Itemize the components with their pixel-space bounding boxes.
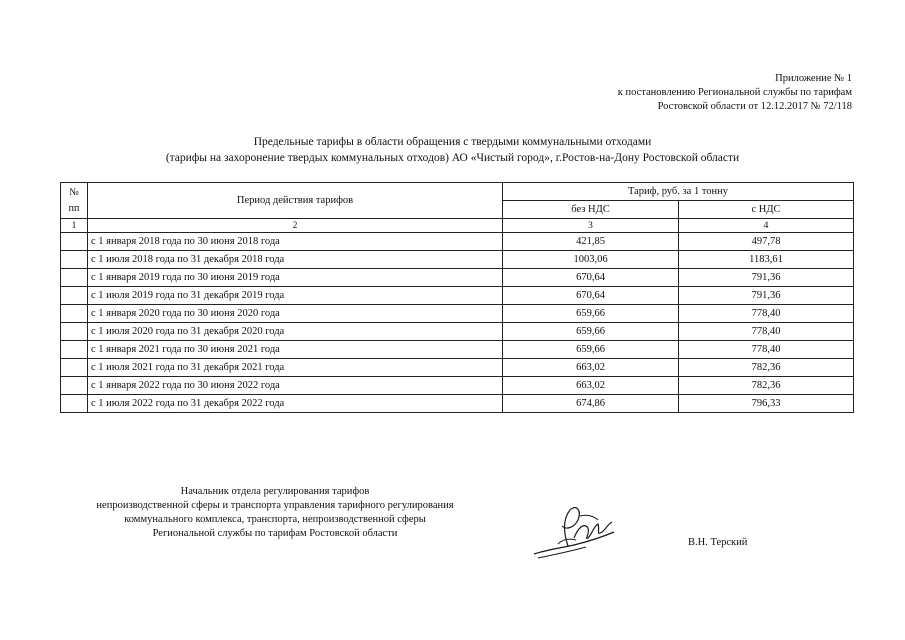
header-num-abbr: пп: [68, 202, 80, 214]
column-index: 4: [679, 219, 854, 233]
tariff-table-body: [61, 233, 854, 413]
tariff-no-vat-cell: 659,66: [503, 341, 679, 359]
header-num: [61, 183, 88, 219]
period-cell: с 1 июля 2018 года по 31 декабря 2018 года: [88, 251, 503, 269]
position-line-4: Региональной службы по тарифам Ростовской области: [152, 528, 398, 539]
tariff-with-vat-cell: 796,33: [679, 395, 854, 413]
appendix-line-1: Приложение № 1: [775, 73, 852, 84]
tariff-with-vat-cell: 497,78: [679, 233, 854, 251]
period-cell: с 1 января 2020 года по 30 июня 2020 года: [88, 305, 503, 323]
tariff-with-vat-cell: 1183,61: [679, 251, 854, 269]
period-cell: с 1 января 2019 года по 30 июня 2019 года: [88, 269, 503, 287]
period-cell: с 1 июля 2019 года по 31 декабря 2019 года: [88, 287, 503, 305]
tariff-no-vat-cell: 659,66: [503, 323, 679, 341]
header-tariff: Тариф, руб. за 1 тонну: [503, 183, 854, 201]
period-cell: с 1 июля 2020 года по 31 декабря 2020 года: [88, 323, 503, 341]
tariff-no-vat-cell: 663,02: [503, 359, 679, 377]
tariff-no-vat-cell: 1003,06: [503, 251, 679, 269]
row-num-cell: [61, 305, 88, 323]
row-num-cell: [61, 287, 88, 305]
header-with-vat: с НДС: [679, 201, 854, 219]
header-no-vat: без НДС: [503, 201, 679, 219]
period-cell: с 1 января 2018 года по 30 июня 2018 года: [88, 233, 503, 251]
column-index: 1: [61, 219, 88, 233]
tariff-table: [60, 182, 854, 413]
position-line-3: коммунального комплекса, транспорта, непроизводственной сферы: [124, 514, 426, 525]
tariff-with-vat-cell: 778,40: [679, 341, 854, 359]
header-num-sign: №: [69, 186, 79, 198]
position-line-1: Начальник отдела регулирования тарифов: [180, 486, 370, 497]
period-cell: с 1 июля 2021 года по 31 декабря 2021 года: [88, 359, 503, 377]
column-index: 3: [503, 219, 679, 233]
tariff-with-vat-cell: 791,36: [679, 287, 854, 305]
signer-name: В.Н. Терский: [688, 537, 748, 548]
table-row: [61, 359, 854, 377]
tariff-with-vat-cell: 782,36: [679, 359, 854, 377]
row-num-cell: [61, 377, 88, 395]
tariff-no-vat-cell: 670,64: [503, 287, 679, 305]
table-row: [61, 305, 854, 323]
appendix-line-3: Ростовской области от 12.12.2017 № 72/118: [657, 101, 852, 112]
tariff-with-vat-cell: 782,36: [679, 377, 854, 395]
column-index: 2: [88, 219, 503, 233]
tariff-no-vat-cell: 670,64: [503, 269, 679, 287]
table-row: [61, 233, 854, 251]
row-num-cell: [61, 359, 88, 377]
row-num-cell: [61, 269, 88, 287]
table-row: [61, 251, 854, 269]
column-index-row: [61, 219, 854, 233]
tariff-no-vat-cell: 421,85: [503, 233, 679, 251]
table-row: [61, 323, 854, 341]
period-cell: с 1 января 2021 года по 30 июня 2021 года: [88, 341, 503, 359]
position-line-2: непроизводственной сферы и транспорта управления тарифного регулирования: [96, 500, 454, 511]
table-row: [61, 377, 854, 395]
row-num-cell: [61, 395, 88, 413]
period-cell: с 1 января 2022 года по 30 июня 2022 года: [88, 377, 503, 395]
tariff-no-vat-cell: 659,66: [503, 305, 679, 323]
header-period: Период действия тарифов: [88, 183, 503, 219]
row-num-cell: [61, 323, 88, 341]
appendix-line-2: к постановлению Региональной службы по тарифам: [617, 87, 852, 98]
tariff-with-vat-cell: 778,40: [679, 305, 854, 323]
tariff-no-vat-cell: 663,02: [503, 377, 679, 395]
appendix-header: [618, 72, 852, 114]
table-row: [61, 395, 854, 413]
row-num-cell: [61, 251, 88, 269]
signatory-position: [60, 485, 490, 541]
handwritten-signature: [528, 498, 618, 560]
table-row: [61, 341, 854, 359]
tariff-with-vat-cell: 791,36: [679, 269, 854, 287]
tariff-no-vat-cell: 674,86: [503, 395, 679, 413]
table-row: [61, 269, 854, 287]
period-cell: с 1 июля 2022 года по 31 декабря 2022 года: [88, 395, 503, 413]
title-line-2: (тарифы на захоронение твердых коммунальных отходов) АО «Чистый город», г.Ростов-на-Дону Ростовской области: [165, 152, 740, 164]
tariff-with-vat-cell: 778,40: [679, 323, 854, 341]
row-num-cell: [61, 233, 88, 251]
title-line-1: Предельные тарифы в области обращения с твердыми коммунальными отходами: [253, 136, 652, 148]
document-title: [0, 134, 905, 166]
table-row: [61, 287, 854, 305]
row-num-cell: [61, 341, 88, 359]
